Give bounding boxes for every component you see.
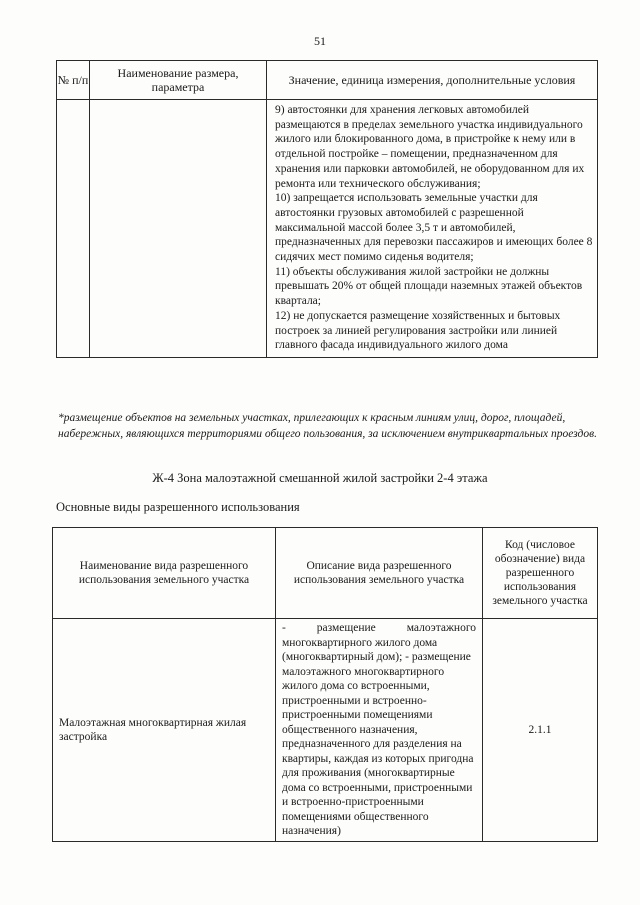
header-parameter-name: Наименование размера, параметра <box>90 61 267 100</box>
empty-cell-parameter <box>90 100 267 358</box>
header-use-name: Наименование вида разрешенного использования земельного участка <box>53 528 276 619</box>
permitted-uses-header-row <box>53 528 598 619</box>
condition-9: 9) автостоянки для хранения легковых автомобилей размещаются в пределах земельного участка индивидуального жилого или блокированного дома, в пристройке к нему или в отдельной постройке – помещении, предназначенном для хранения или парковки автомобилей, не оборудованном для их ремонта или технического обслуживания; <box>275 104 585 190</box>
page-number: 51 <box>314 34 326 48</box>
condition-10: 10) запрещается использовать земельные участки для автостоянки грузовых автомобилей с разрешенной максимальной массой более 3,5 т и автомобилей, предназначенных для перевозки пассажиров и имеющих более 8 сидячих мест помимо сиденья водителя; <box>275 192 593 264</box>
condition-11: 11) объекты обслуживания жилой застройки не должны превышать 20% от общей площади наземных этажей объектов квартала; <box>275 265 583 308</box>
table-row <box>57 100 598 358</box>
header-use-code: Код (числовое обозначение) вида разрешенного использования земельного участка <box>483 528 598 619</box>
empty-cell-number <box>57 100 90 358</box>
table-row <box>53 619 598 842</box>
use-name: Малоэтажная многоквартирная жилая застройка <box>53 619 276 842</box>
use-description <box>276 619 483 842</box>
footnote: *размещение объектов на земельных участках, прилегающих к красным линиям улиц, дорог, площадей, набережных, являющихся территориями общего пользования, за исключением внутриквартальных проездов. <box>58 412 597 440</box>
parameters-table <box>56 60 598 358</box>
zone-title: Ж-4 Зона малоэтажной смешанной жилой застройки 2-4 этажа <box>152 471 488 485</box>
use-description-text: многоквартирного жилого дома (многоквартирный дом); - размещение малоэтажного многоквартирного жилого дома со встроенными, пристроенными и встроенно-пристроенными помещениями общественного назначения, предназначенного для разделения на квартиры, каждая из которых пригодна для проживания (многоквартирные дома со встроенными, пристроенными и встроенно-пристроенными помещениями общественного назначения) <box>282 636 474 837</box>
use-description-first-line: - размещение малоэтажного <box>282 622 476 634</box>
header-number: № п/п <box>57 61 90 100</box>
permitted-uses-table <box>52 527 598 842</box>
condition-12: 12) не допускается размещение хозяйственных и бытовых построек за линией регулирования застройки или линией главного фасада индивидуального жилого дома <box>275 309 561 352</box>
section-title: Основные виды разрешенного использования <box>56 500 300 514</box>
parameters-table-header-row <box>57 61 598 100</box>
header-use-description: Описание вида разрешенного использования земельного участка <box>276 528 483 619</box>
header-value: Значение, единица измерения, дополнительные условия <box>267 61 598 100</box>
conditions-cell <box>267 100 598 358</box>
use-code: 2.1.1 <box>483 619 598 842</box>
